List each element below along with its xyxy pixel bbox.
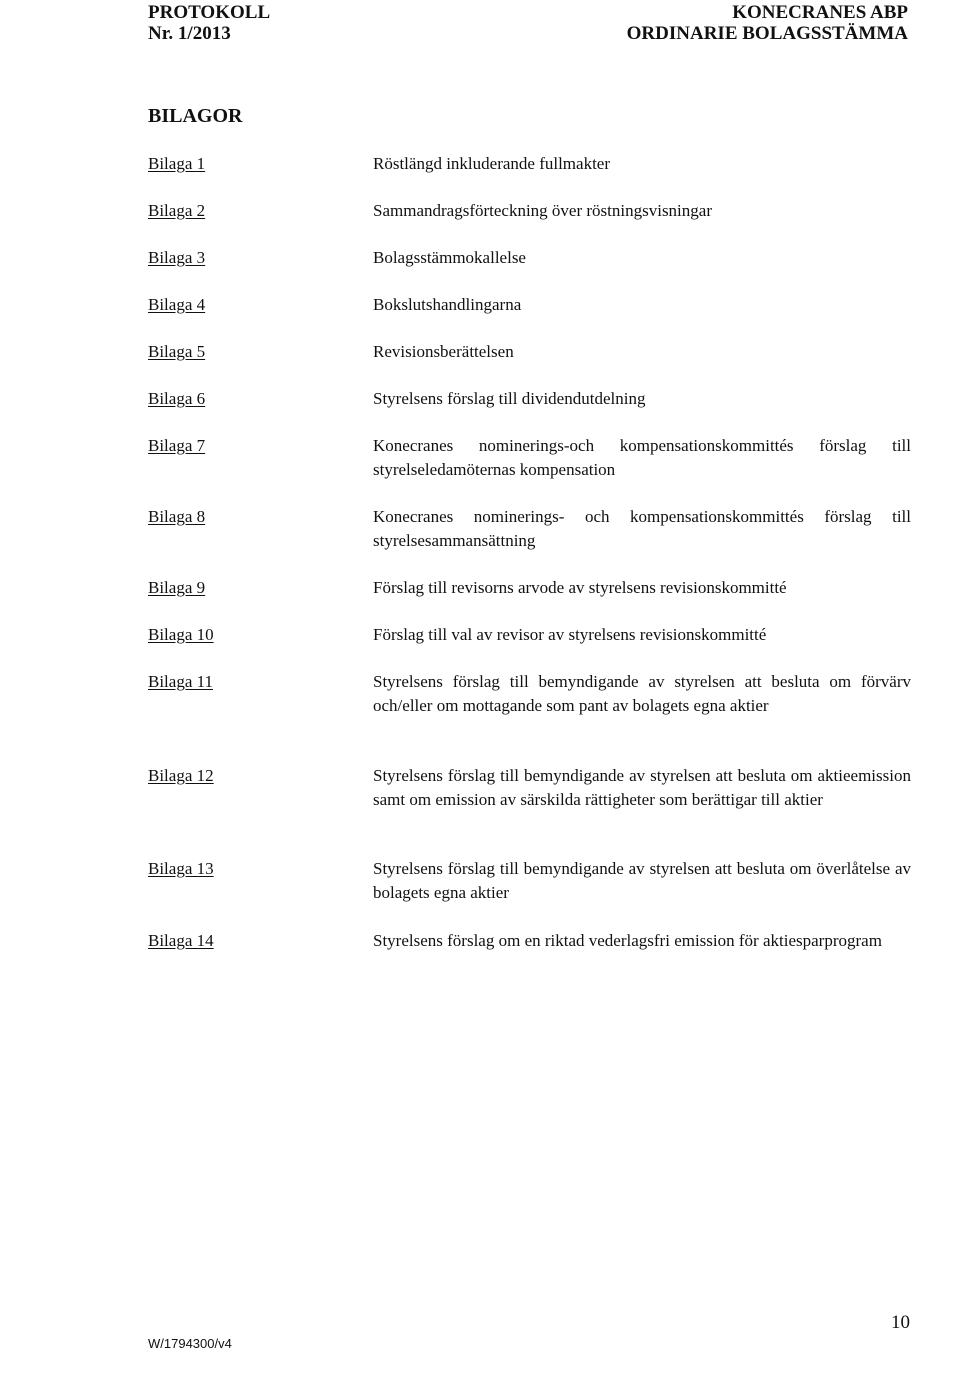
appendix-label-3[interactable]: Bilaga 3: [148, 248, 206, 267]
appendix-label-2[interactable]: Bilaga 2: [148, 201, 206, 220]
document-code: W/1794300/v4: [148, 1336, 232, 1351]
page-number: 10: [891, 1312, 910, 1333]
appendix-label-11[interactable]: Bilaga 11: [148, 672, 213, 691]
protocol-number: Nr. 1/2013: [148, 23, 231, 44]
appendix-label-1[interactable]: Bilaga 1: [148, 154, 206, 173]
appendix-label-13[interactable]: Bilaga 13: [148, 859, 214, 878]
appendix-text-7: Konecranes nominerings-och kompensationskommittés förslag till styrelseledamöternas kompensation: [373, 436, 911, 479]
header-left: [148, 2, 270, 44]
appendix-text-14: Styrelsens förslag om en riktad vederlagsfri emission för aktiesparprogram: [373, 931, 882, 950]
appendix-text-1: Röstlängd inkluderande fullmakter: [373, 154, 610, 173]
appendix-text-10: Förslag till val av revisor av styrelsens revisionskommitté: [373, 625, 767, 644]
company-name: KONECRANES ABP: [732, 2, 908, 23]
appendix-label-14[interactable]: Bilaga 14: [148, 931, 214, 950]
appendix-label-6[interactable]: Bilaga 6: [148, 389, 206, 408]
section-title: BILAGOR: [148, 105, 243, 127]
appendix-text-5: Revisionsberättelsen: [373, 342, 514, 361]
appendix-label-7[interactable]: Bilaga 7: [148, 436, 206, 455]
appendix-text-2: Sammandragsförteckning över röstningsvisningar: [373, 201, 712, 220]
appendix-text-12: Styrelsens förslag till bemyndigande av styrelsen att besluta om aktieemission samt om emission av särskilda rättigheter som berättigar till aktier: [373, 766, 911, 809]
appendix-label-9[interactable]: Bilaga 9: [148, 578, 206, 597]
appendix-text-8: Konecranes nominerings- och kompensationskommittés förslag till styrelsesammansättning: [373, 507, 911, 550]
appendix-label-10[interactable]: Bilaga 10: [148, 625, 214, 644]
meeting-name: ORDINARIE BOLAGSSTÄMMA: [626, 23, 908, 44]
appendix-text-3: Bolagsstämmokallelse: [373, 248, 526, 267]
appendix-label-5[interactable]: Bilaga 5: [148, 342, 206, 361]
appendix-text-13: Styrelsens förslag till bemyndigande av styrelsen att besluta om överlåtelse av bolagets egna aktier: [373, 859, 911, 902]
appendix-text-4: Bokslutshandlingarna: [373, 295, 522, 314]
protocol-title: PROTOKOLL: [148, 2, 271, 23]
appendix-label-8[interactable]: Bilaga 8: [148, 507, 206, 526]
header-right: [627, 2, 908, 44]
appendix-text-11: Styrelsens förslag till bemyndigande av styrelsen att besluta om förvärv och/eller om mottagande som pant av bolagets egna aktier: [373, 672, 911, 715]
appendix-text-9: Förslag till revisorns arvode av styrelsens revisionskommitté: [373, 578, 787, 597]
appendix-label-12[interactable]: Bilaga 12: [148, 766, 214, 785]
appendix-label-4[interactable]: Bilaga 4: [148, 295, 206, 314]
appendix-text-6: Styrelsens förslag till dividendutdelning: [373, 389, 646, 408]
